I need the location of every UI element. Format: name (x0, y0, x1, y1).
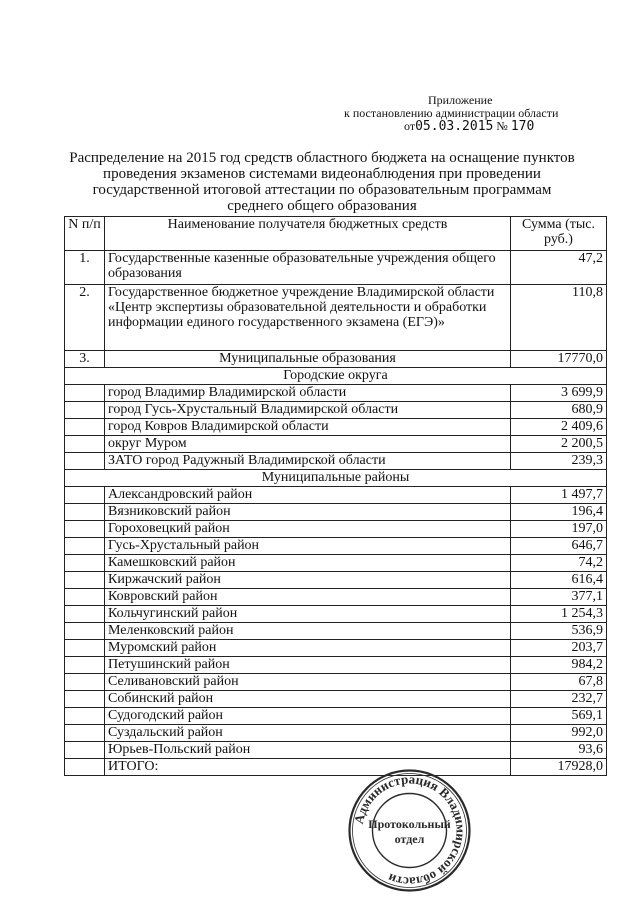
row-number (65, 436, 105, 453)
recipient-name: Киржачский район (105, 572, 511, 589)
stamp-ring-text: Администрация Владимирской области (350, 771, 469, 890)
decree-number: 170 (510, 119, 535, 134)
table-row (65, 725, 607, 742)
section-title: Муниципальные районы (65, 470, 607, 487)
row-number (65, 742, 105, 759)
amount-cell: 203,7 (511, 640, 607, 657)
row-number (65, 708, 105, 725)
amount-cell: 1 254,3 (511, 606, 607, 623)
number-sign: № (496, 119, 508, 133)
recipient-name: Суздальский район (105, 725, 511, 742)
table-row (65, 436, 607, 453)
amount-cell: 196,4 (511, 504, 607, 521)
table-row (65, 402, 607, 419)
distribution-table (64, 216, 607, 776)
row-number (65, 640, 105, 657)
recipient-name: ЗАТО город Радужный Владимирской области (105, 453, 511, 470)
document-title: Распределение на 2015 год средств областного бюджета на оснащение пунктов проведения экзаменов системами видеонаблюдения при проведении государственной итоговой аттестации по образовательным программам среднего общего образования (69, 150, 575, 214)
total-amount: 17928,0 (511, 759, 607, 776)
amount-cell: 17770,0 (511, 351, 607, 368)
recipient-name: Вязниковский район (105, 504, 511, 521)
amount-cell: 3 699,9 (511, 385, 607, 402)
table-row (65, 555, 607, 572)
table-row (65, 606, 607, 623)
table-header-row (65, 217, 607, 251)
table-row (65, 521, 607, 538)
recipient-name: Петушинский район (105, 657, 511, 674)
seal-stamp (347, 768, 472, 893)
row-number (65, 385, 105, 402)
recipient-name: Государственное бюджетное учреждение Владимирской области «Центр экспертизы образовательной деятельности и обработки информации единого государственного экзамена (ЕГЭ)» (105, 285, 511, 351)
table-row (65, 674, 607, 691)
date-prefix: от (404, 119, 416, 133)
row-number (65, 453, 105, 470)
section-title: Городские округа (65, 368, 607, 385)
recipient-name: Муромский район (105, 640, 511, 657)
stamp-center-line2: отдел (394, 832, 425, 846)
recipient-name: Селивановский район (105, 674, 511, 691)
amount-cell: 992,0 (511, 725, 607, 742)
table-row (65, 589, 607, 606)
recipient-name: Камешковский район (105, 555, 511, 572)
row-number (65, 402, 105, 419)
section-city-districts (65, 368, 607, 385)
recipient-name: Кольчугинский район (105, 606, 511, 623)
amount-cell: 93,6 (511, 742, 607, 759)
recipient-name: Меленковский район (105, 623, 511, 640)
amount-cell: 646,7 (511, 538, 607, 555)
table-row (65, 691, 607, 708)
table-row (65, 538, 607, 555)
amount-cell: 984,2 (511, 657, 607, 674)
row-number: 1. (65, 251, 105, 285)
decree-date: 05.03.2015 (415, 119, 494, 134)
table-row (65, 623, 607, 640)
row-number (65, 759, 105, 776)
row-number (65, 657, 105, 674)
recipient-name: Гусь-Хрустальный район (105, 538, 511, 555)
row-number (65, 589, 105, 606)
amount-cell: 197,0 (511, 521, 607, 538)
recipient-name: Государственные казенные образовательные учреждения общего образования (105, 251, 511, 285)
row-number (65, 504, 105, 521)
amount-cell: 232,7 (511, 691, 607, 708)
table-row (65, 419, 607, 436)
row-number (65, 538, 105, 555)
table-row (65, 572, 607, 589)
row-number (65, 555, 105, 572)
recipient-name: Юрьев-Польский район (105, 742, 511, 759)
table-row (65, 351, 607, 368)
row-number (65, 487, 105, 504)
table-row (65, 504, 607, 521)
header-recipient: Наименование получателя бюджетных средств (105, 217, 511, 251)
stamp-center-line1: Протокольный (368, 817, 451, 831)
recipient-name: город Гусь-Хрустальный Владимирской области (105, 402, 511, 419)
recipient-name: Гороховецкий район (105, 521, 511, 538)
section-municipal-districts (65, 470, 607, 487)
amount-cell: 110,8 (511, 285, 607, 351)
table-row (65, 453, 607, 470)
row-number (65, 521, 105, 538)
header-number: N п/п (65, 217, 105, 251)
row-number: 3. (65, 351, 105, 368)
row-number (65, 674, 105, 691)
table-row (65, 708, 607, 725)
recipient-name: Судогодский район (105, 708, 511, 725)
recipient-name: Александровский район (105, 487, 511, 504)
table-row (65, 285, 607, 351)
amount-cell: 2 200,5 (511, 436, 607, 453)
recipient-name: город Владимир Владимирской области (105, 385, 511, 402)
total-label: ИТОГО: (105, 759, 511, 776)
table-row (65, 251, 607, 285)
recipient-name: Ковровский район (105, 589, 511, 606)
recipient-name: округ Муром (105, 436, 511, 453)
amount-cell: 74,2 (511, 555, 607, 572)
row-number (65, 623, 105, 640)
amount-cell: 569,1 (511, 708, 607, 725)
amount-cell: 2 409,6 (511, 419, 607, 436)
table-row (65, 640, 607, 657)
table-row (65, 742, 607, 759)
recipient-name: Собинский район (105, 691, 511, 708)
row-number: 2. (65, 285, 105, 351)
row-number (65, 725, 105, 742)
appendix-block (332, 94, 582, 133)
row-number (65, 606, 105, 623)
table-body (65, 217, 607, 776)
amount-cell: 239,3 (511, 453, 607, 470)
row-number (65, 572, 105, 589)
row-number (65, 691, 105, 708)
amount-cell: 47,2 (511, 251, 607, 285)
recipient-name: Муниципальные образования (105, 351, 511, 368)
table-row (65, 385, 607, 402)
row-number (65, 419, 105, 436)
amount-cell: 616,4 (511, 572, 607, 589)
recipient-name: город Ковров Владимирской области (105, 419, 511, 436)
appendix-date-line (332, 120, 582, 133)
amount-cell: 680,9 (511, 402, 607, 419)
table-row (65, 657, 607, 674)
amount-cell: 377,1 (511, 589, 607, 606)
amount-cell: 536,9 (511, 623, 607, 640)
total-row (65, 759, 607, 776)
amount-cell: 67,8 (511, 674, 607, 691)
appendix-title: Приложение (428, 93, 493, 107)
appendix-reference: к постановлению администрации области (344, 106, 559, 120)
table-row (65, 487, 607, 504)
amount-cell: 1 497,7 (511, 487, 607, 504)
header-amount: Сумма (тыс. руб.) (511, 217, 607, 251)
